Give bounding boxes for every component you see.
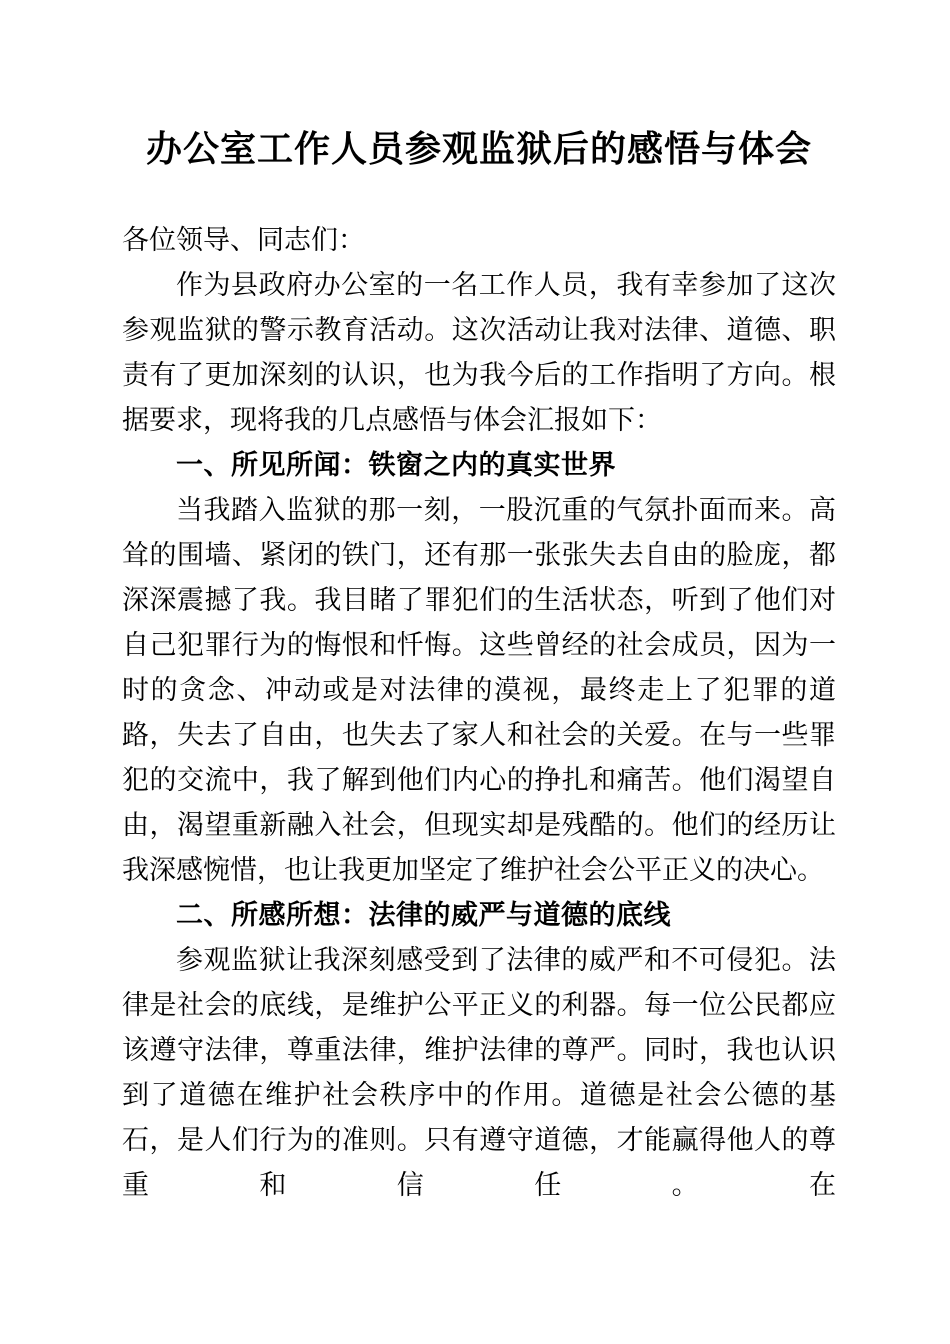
document-title: 办公室工作人员参观监狱后的感悟与体会 bbox=[145, 129, 812, 169]
body-paragraph: 当我踏入监狱的那一刻，一股沉重的气氛扑面而来。高耸的围墙、紧闭的铁门，还有那一张张失去自由的脸庞，都深深震撼了我。我目睹了罪犯们的生活状态，听到了他们对自己犯罪行为的悔恨和忏悔。这些曾经的社会成员，因为一时的贪念、冲动或是对法律的漠视，最终走上了犯罪的道路，失去了自由，也失去了家人和社会的关爱。在与一些罪犯的交流中，我了解到他们内心的挣扎和痛苦。他们渴望自由，渴望重新融入社会，但现实却是残酷的。他们的经历让我深感惋惜，也让我更加坚定了维护社会公平正义的决心。 bbox=[122, 495, 836, 885]
document-body bbox=[122, 263, 836, 1208]
salutation-line: 各位领导、同志们： bbox=[122, 225, 365, 255]
body-paragraph: 参观监狱让我深刻感受到了法律的威严和不可侵犯。法律是社会的底线，是维护公平正义的利器。每一位公民都应该遵守法律，尊重法律，维护法律的尊严。同时，我也认识到了道德在维护社会秩序中的作用。道德是社会公德的基石，是人们行为的准则。只有遵守道德，才能赢得他人的尊重和信任。在 bbox=[122, 945, 836, 1200]
section-heading: 一、所见所闻：铁窗之内的真实世界 bbox=[176, 450, 616, 480]
section-heading: 二、所感所想：法律的威严与道德的底线 bbox=[176, 900, 671, 930]
body-paragraph: 作为县政府办公室的一名工作人员，我有幸参加了这次参观监狱的警示教育活动。这次活动让我对法律、道德、职责有了更加深刻的认识，也为我今后的工作指明了方向。根据要求，现将我的几点感悟与体会汇报如下： bbox=[122, 270, 836, 435]
